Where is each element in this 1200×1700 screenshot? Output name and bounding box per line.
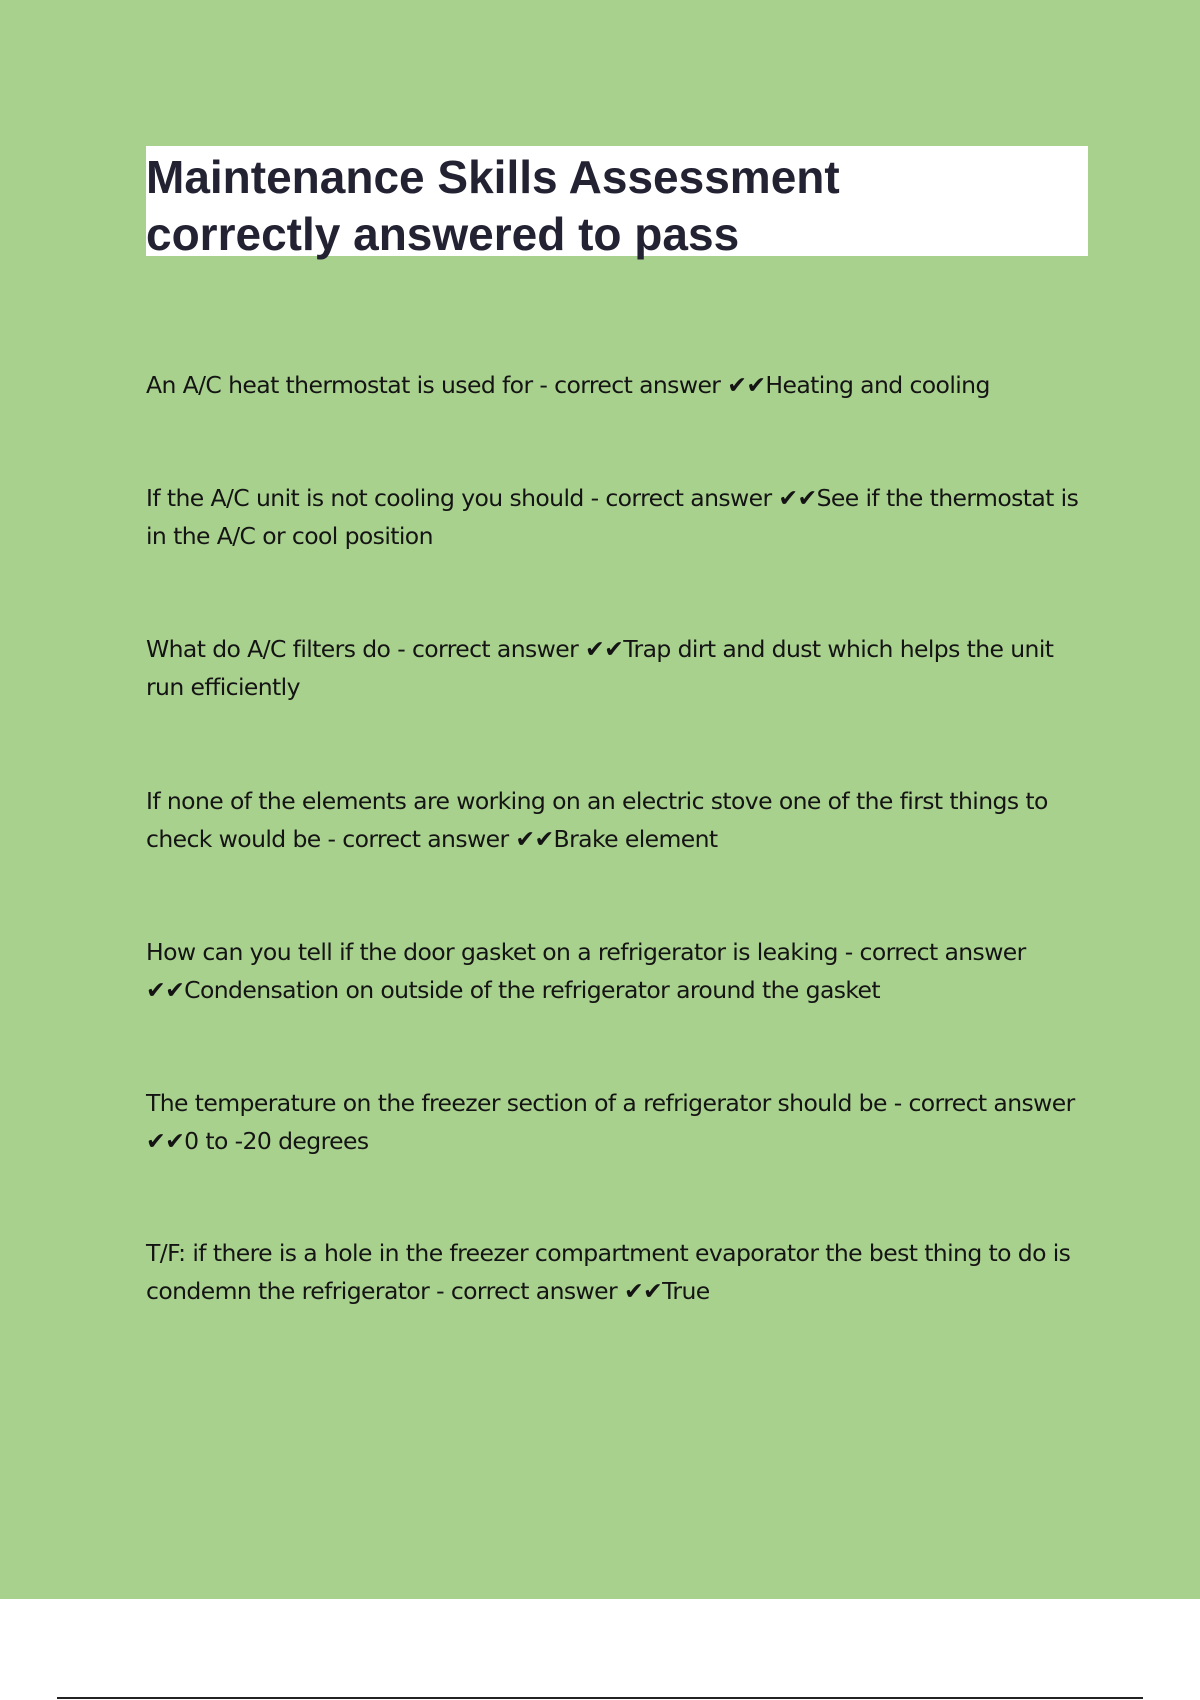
qa-item-2: If the A/C unit is not cooling you should - correct answer ✔✔See if the thermostat is in the A/C or cool position [146,484,1079,550]
page-title-line-1: Maintenance Skills Assessment [146,151,840,203]
qa-item-7: T/F: if there is a hole in the freezer compartment evaporator the best thing to do is condemn the refrigerator - correct answer ✔✔True [146,1239,1071,1305]
qa-item-1: An A/C heat thermostat is used for - correct answer ✔✔Heating and cooling [146,371,990,399]
qa-item-4: If none of the elements are working on an electric stove one of the first things to check would be - correct answer ✔✔Brake element [146,787,1048,853]
qa-item-5: How can you tell if the door gasket on a refrigerator is leaking - correct answer ✔✔Condensation on outside of the refrigerator around the gasket [146,938,1026,1004]
footer-divider [57,1697,1143,1699]
title-box [146,146,1088,260]
page-title-line-2: correctly answered to pass [146,208,740,260]
qa-item-3: What do A/C filters do - correct answer ✔✔Trap dirt and dust which helps the unit run efficiently [146,635,1054,701]
qa-item-6: The temperature on the freezer section of a refrigerator should be - correct answer ✔✔0 to -20 degrees [146,1089,1075,1155]
